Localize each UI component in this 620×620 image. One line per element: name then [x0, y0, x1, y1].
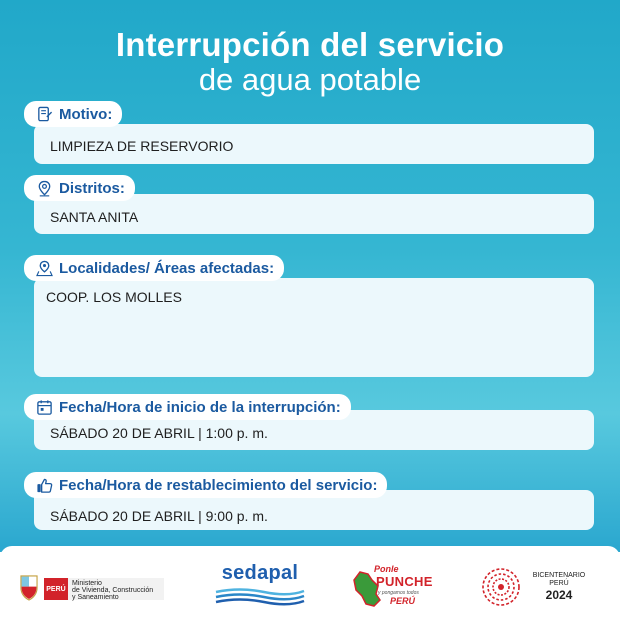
page-title: Interrupción del servicio [115, 26, 505, 63]
motivo-value: LIMPIEZA DE RESERVORIO [50, 138, 234, 154]
inicio-label-pill [24, 394, 351, 420]
punche-text: PUNCHE [376, 574, 433, 589]
bicentenario-label: BICENTENARIO [532, 572, 586, 579]
motivo-label-pill [24, 101, 122, 127]
distritos-label-pill [24, 175, 135, 201]
motivo-box [34, 124, 594, 164]
sedapal-logo [212, 562, 308, 608]
ministerio-logo [18, 572, 168, 606]
document-icon [36, 106, 53, 123]
ministerio-line3: y Saneamiento [72, 594, 119, 601]
calendar-icon [36, 399, 53, 416]
restablecimiento-label: Fecha/Hora de restablecimiento del servicio: [59, 476, 378, 494]
distritos-value: SANTA ANITA [50, 209, 139, 225]
ponle-punche-logo [352, 564, 432, 614]
distritos-label: Distritos: [59, 179, 125, 197]
bicentenario-emblem-icon [480, 566, 522, 608]
page-subtitle: de agua potable [198, 62, 422, 97]
water-waves-icon [212, 586, 308, 606]
localidades-label: Localidades/ Áreas afectadas: [59, 259, 275, 277]
pongamos-text: y pongamos todos [378, 590, 419, 596]
inicio-label: Fecha/Hora de inicio de la interrupción: [59, 398, 341, 416]
thumbs-up-icon [36, 477, 53, 494]
ponle-peru-text: PERÚ [390, 596, 416, 606]
inicio-value: SÁBADO 20 DE ABRIL | 1:00 p. m. [50, 425, 268, 441]
ministerio-line1: Ministerio [72, 580, 102, 587]
ministerio-line2: de Vivienda, Construcción [72, 587, 154, 594]
localidades-label-pill [24, 255, 284, 281]
localidades-value: COOP. LOS MOLLES [46, 289, 182, 305]
peru-flag-badge [44, 578, 68, 600]
bicentenario-peru: PERÚ [549, 580, 569, 587]
sedapal-wordmark: sedapal [221, 562, 299, 584]
motivo-label: Motivo: [59, 105, 113, 123]
ponle-text: Ponle [374, 564, 399, 574]
ministerio-name-box [68, 578, 164, 600]
restablecimiento-value: SÁBADO 20 DE ABRIL | 9:00 p. m. [50, 508, 268, 524]
map-pin-icon [36, 260, 53, 277]
footer-logos [0, 546, 620, 620]
bicentenario-year: 2024 [545, 588, 573, 602]
bicentenario-logo [480, 566, 600, 610]
location-pin-icon [36, 180, 53, 197]
localidades-box [34, 278, 594, 377]
peru-label: PERÚ [46, 585, 66, 593]
restablecimiento-label-pill [24, 472, 387, 498]
peru-shield-icon [18, 574, 40, 602]
